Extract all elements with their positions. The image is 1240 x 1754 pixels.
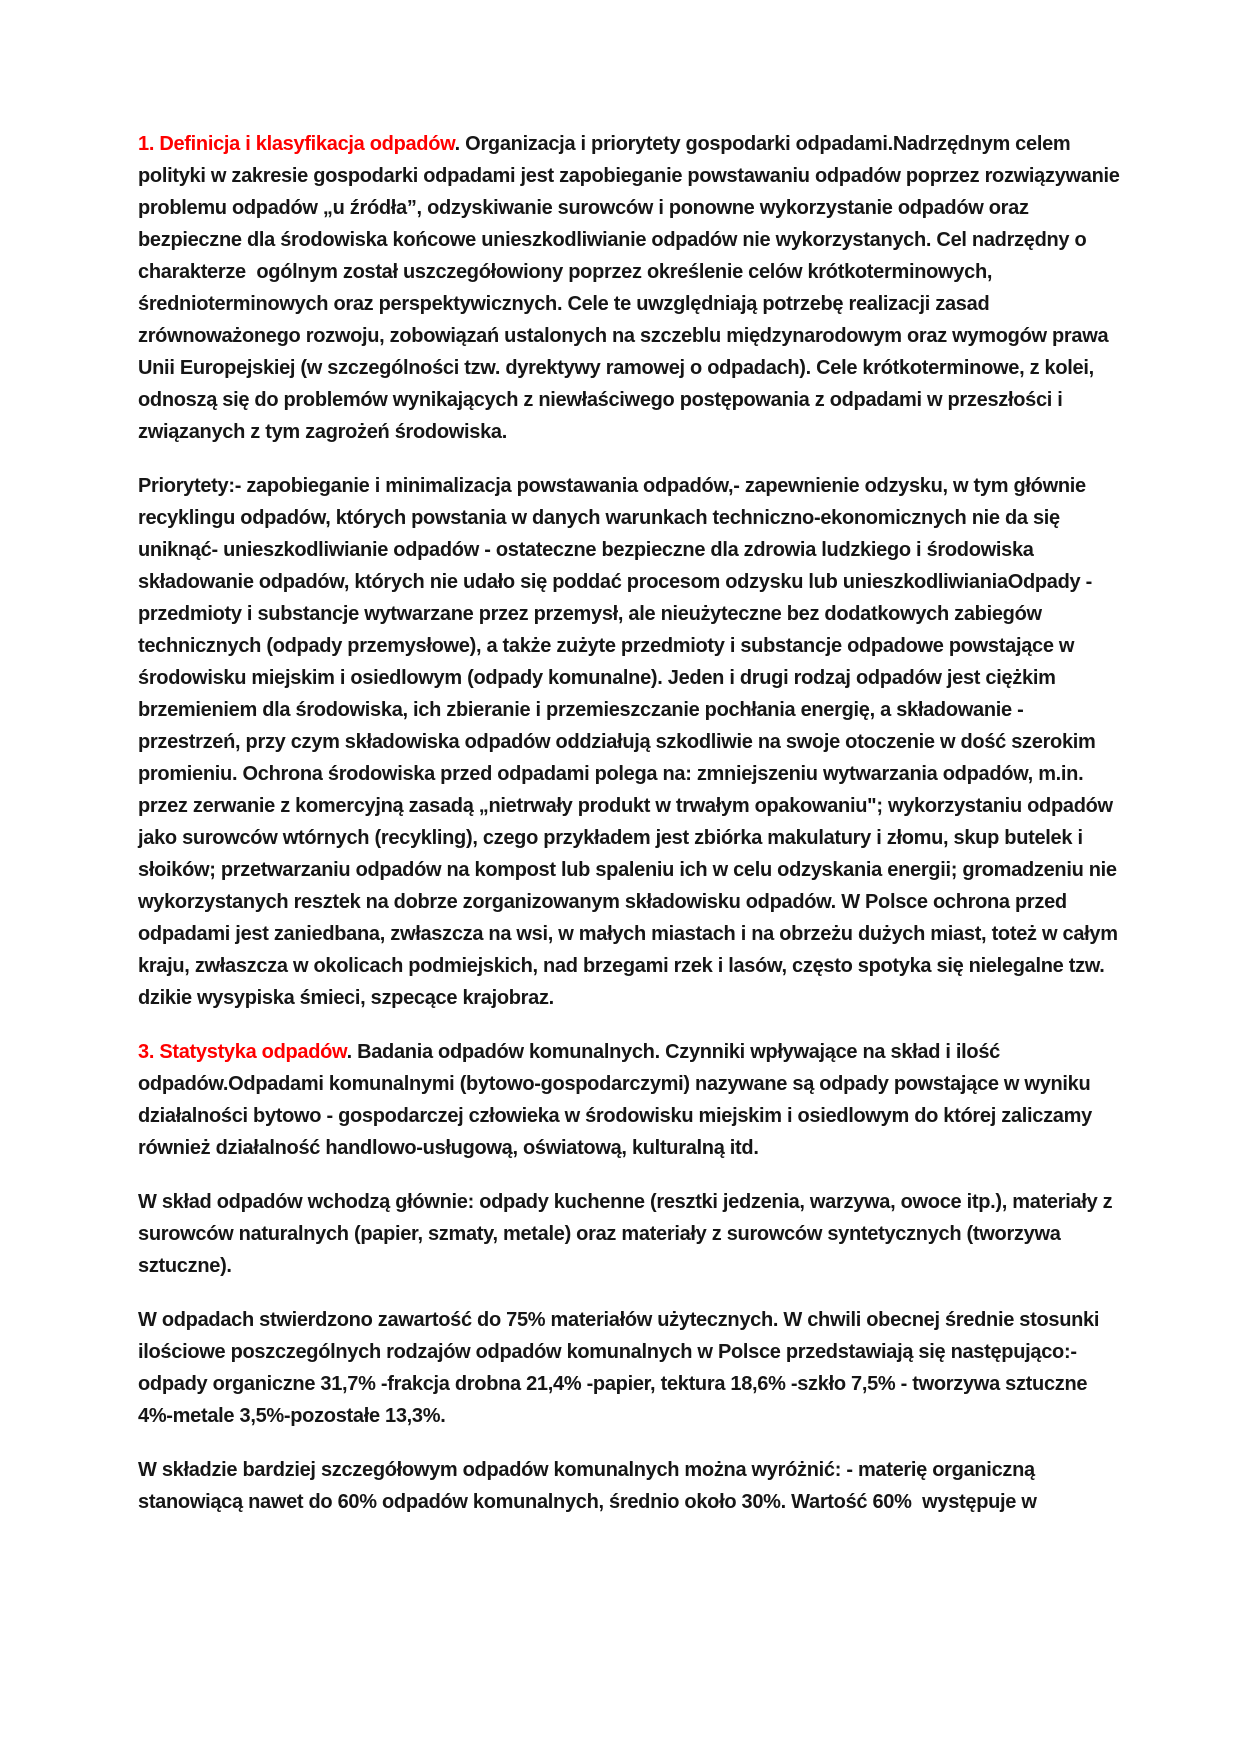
- paragraph-text: . Organizacja i priorytety gospodarki odpadami.Nadrzędnym celem polityki w zakresie gospodarki odpadami jest zapobieganie powstawaniu odpadów poprzez rozwiązywanie problemu odpadów „u źródła”, odzyskiwanie surowców i ponowne wykorzystanie odpadów oraz bezpieczne dla środowiska końcowe unieszkodliwianie odpadów nie wykorzystanych. Cel nadrzędny o charakterze ogólnym został uszczegółowiony poprzez określenie celów krótkoterminowych, średnioterminowych oraz perspektywicznych. Cele te uwzględniają potrzebę realizacji zasad zrównoważonego rozwoju, zobowiązań ustalonych na szczeblu międzynarodowym oraz wymogów prawa Unii Europejskiej (w szczególności tzw. dyrektywy ramowej o odpadach). Cele krótkoterminowe, z kolei, odnoszą się do problemów wynikających z niewłaściwego postępowania z odpadami w przeszłości i związanych z tym zagrożeń środowiska.: [138, 133, 1125, 443]
- paragraph-sklad-odpadow: [138, 1186, 1120, 1282]
- paragraph-statystyka-odpadow: [138, 1036, 1120, 1164]
- paragraph-text: W składzie bardziej szczegółowym odpadów komunalnych można wyróżnić: - materię organiczną stanowiącą nawet do 60% odpadów komunalnych, średnio około 30%. Wartość 60% występuje w: [138, 1459, 1041, 1513]
- paragraph-text: W skład odpadów wchodzą głównie: odpady kuchenne (resztki jedzenia, warzywa, owoce itp.), materiały z surowców naturalnych (papier, szmaty, metale) oraz materiały z surowców syntetycznych (tworzywa sztuczne).: [138, 1191, 1118, 1277]
- section-heading-1: 1. Definicja i klasyfikacja odpadów: [138, 133, 455, 155]
- paragraph-definicja-klasyfikacja: [138, 128, 1125, 448]
- paragraph-text: W odpadach stwierdzono zawartość do 75% materiałów użytecznych. W chwili obecnej średnie stosunki ilościowe poszczególnych rodzajów odpadów komunalnych w Polsce przedstawiają się następująco:-odpady organiczne 31,7% -frakcja drobna 21,4% -papier, tektura 18,6% -szkło 7,5% - tworzywa sztuczne 4%-metale 3,5%-pozostałe 13,3%.: [138, 1309, 1105, 1427]
- section-heading-3: 3. Statystyka odpadów: [138, 1041, 347, 1063]
- paragraph-text: . Badania odpadów komunalnych. Czynniki wpływające na skład i ilość odpadów.Odpadami komunalnymi (bytowo-gospodarczymi) nazywane są odpady powstające w wyniku działalności bytowo - gospodarczej człowieka w środowisku miejskim i osiedlowym do której zaliczamy również działalność handlowo-usługową, oświatową, kulturalną itd.: [138, 1041, 1098, 1159]
- paragraph-priorytety: [138, 470, 1123, 1014]
- paragraph-zawartosc-materialow: [138, 1304, 1120, 1432]
- document-content: [138, 128, 1125, 1540]
- paragraph-text: Priorytety:- zapobieganie i minimalizacja powstawania odpadów,- zapewnienie odzysku, w tym głównie recyklingu odpadów, których powstania w danych warunkach techniczno-ekonomicznych nie da się uniknąć- unieszkodliwianie odpadów - ostateczne bezpieczne dla zdrowia ludzkiego i środowiska składowanie odpadów, których nie udało się poddać procesom odzysku lub unieszkodliwianiaOdpady - przedmioty i substancje wytwarzane przez przemysł, ale nieużyteczne bez dodatkowych zabiegów technicznych (odpady przemysłowe), a także zużyte przedmioty i substancje odpadowe powstające w środowisku miejskim i osiedlowym (odpady komunalne). Jeden i drugi rodzaj odpadów jest ciężkim brzemieniem dla środowiska, ich zbieranie i przemieszczanie pochłania energię, a składowanie - przestrzeń, przy czym składowiska odpadów oddziałują szkodliwie na swoje otoczenie w dość szerokim promieniu. Ochrona środowiska przed odpadami polega na: zmniejszeniu wytwarzania odpadów, m.in. przez zerwanie z komercyjną zasadą „nietrwały produkt w trwałym opakowaniu"; wykorzystaniu odpadów jako surowców wtórnych (recykling), czego przykładem jest zbiórka makulatury i złomu, skup butelek i słoików; przetwarzaniu odpadów na kompost lub spaleniu ich w celu odzyskania energii; gromadzeniu nie wykorzystanych resztek na dobrze zorganizowanym składowisku odpadów. W Polsce ochrona przed odpadami jest zaniedbana, zwłaszcza na wsi, w małych miastach i na obrzeżu dużych miast, toteż w całym kraju, zwłaszcza w okolicach podmiejskich, nad brzegami rzek i lasów, często spotyka się nielegalne tzw. dzikie wysypiska śmieci, szpecące krajobraz.: [138, 475, 1123, 1009]
- paragraph-sklad-szczegolowy: [138, 1454, 1120, 1518]
